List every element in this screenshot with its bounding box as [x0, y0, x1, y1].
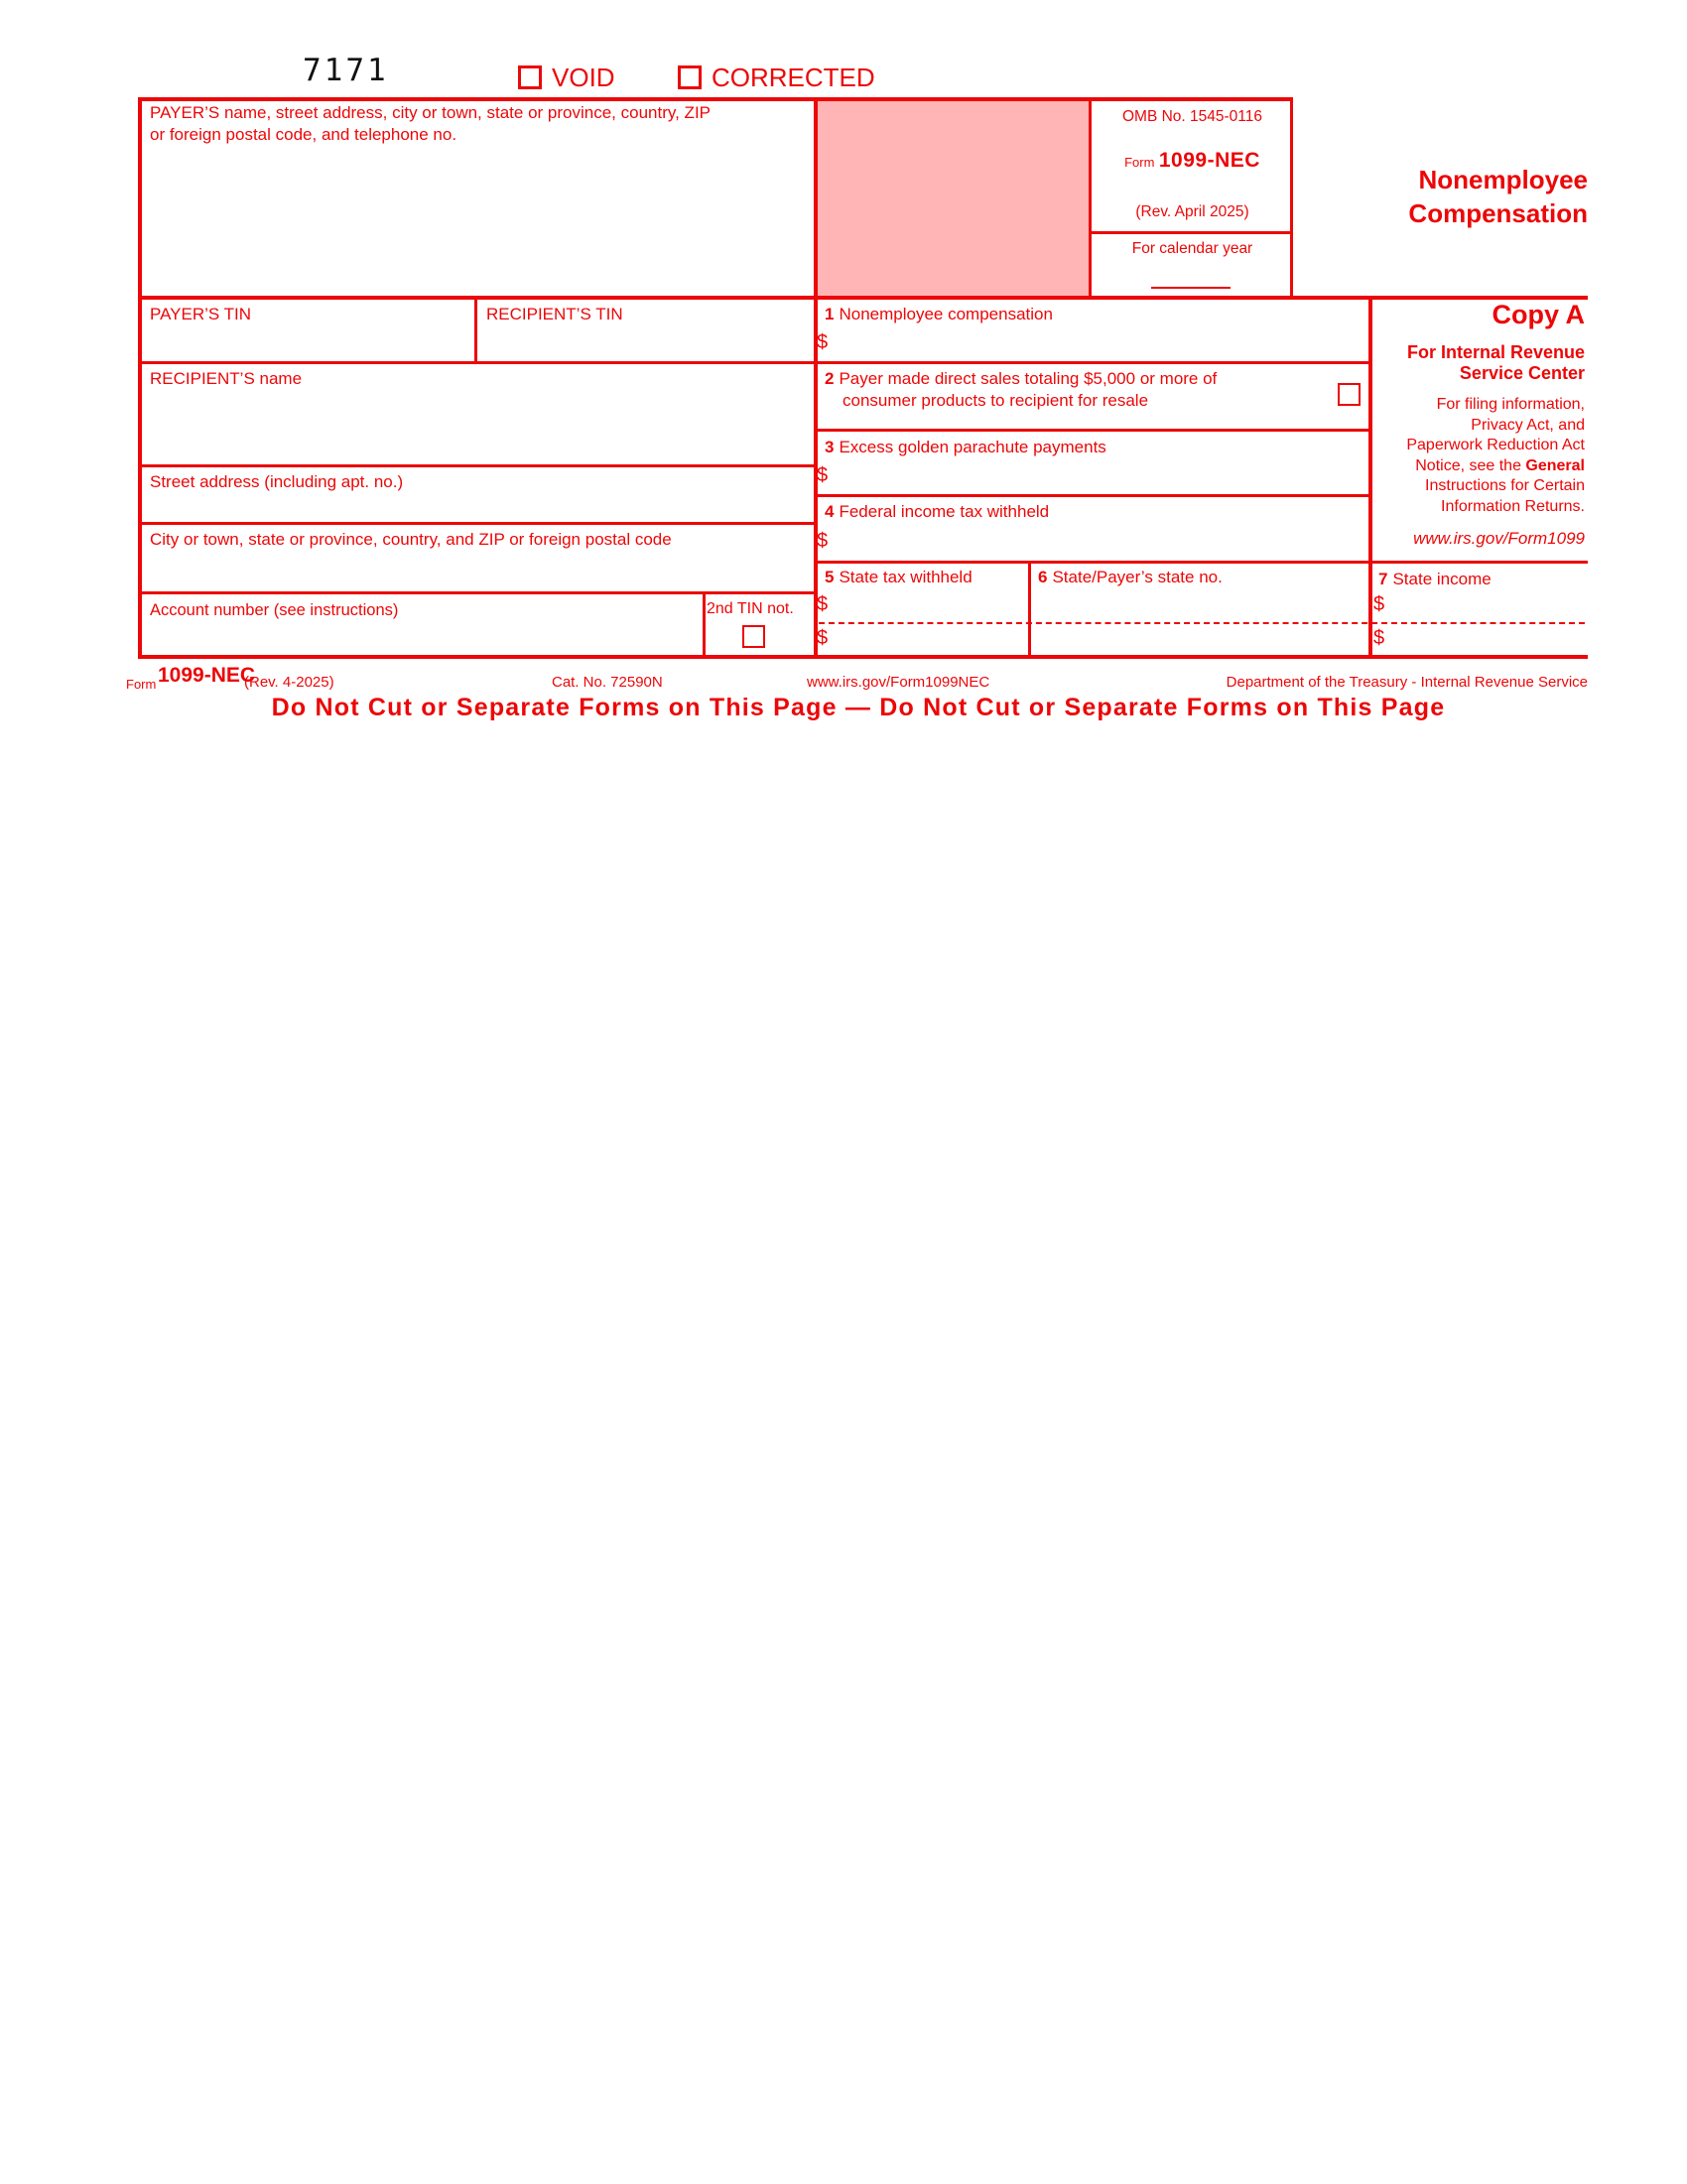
- payer-tin-label: PAYER’S TIN: [150, 305, 252, 323]
- print-code: 7171: [303, 53, 389, 88]
- copy-a-notice-line4-bold: General: [1525, 456, 1585, 474]
- box1-amount-field[interactable]: [836, 331, 1362, 359]
- divider-omb-calendar: [1092, 231, 1293, 234]
- do-not-cut-warning: Do Not Cut or Separate Forms on This Page — Do Not Cut or Separate Forms on This Page: [271, 694, 1446, 721]
- box1-dollar-sign: $: [817, 331, 829, 353]
- divider-account-2ndtin: [703, 591, 706, 659]
- payer-name-label: [150, 102, 711, 146]
- divider-tin-row: [138, 361, 1371, 364]
- divider-shade-omb: [1089, 97, 1092, 300]
- box5-amount-field-1[interactable]: [836, 593, 1022, 619]
- box6-state-field-1[interactable]: [1034, 593, 1363, 619]
- box7-number: 7: [1378, 570, 1388, 588]
- copy-a-notice-line4-regular: Notice, see the: [1415, 456, 1526, 474]
- box6-number: 6: [1038, 568, 1048, 586]
- box3-number: 3: [825, 438, 835, 456]
- calendar-year-field[interactable]: [1151, 264, 1231, 286]
- box1-number: 1: [825, 305, 835, 323]
- copy-a-notice-line4: [1373, 456, 1585, 477]
- form-title-line1: Nonemployee: [1418, 165, 1588, 194]
- payer-name-label-line1: PAYER’S name, street address, city or town, state or province, country, ZIP: [150, 103, 712, 122]
- footer-catalog-number: Cat. No. 72590N: [552, 674, 663, 691]
- account-number-field[interactable]: [144, 623, 698, 653]
- corrected-label: CORRECTED: [712, 63, 875, 92]
- city-field[interactable]: [144, 552, 809, 589]
- divider-box5-box6: [1028, 561, 1031, 659]
- box3-amount-field[interactable]: [836, 464, 1362, 492]
- box5-label: [825, 567, 973, 588]
- box7-dollar-sign-2: $: [1373, 627, 1385, 649]
- box5-amount-field-2[interactable]: [836, 627, 1022, 653]
- box5-text: State tax withheld: [839, 568, 973, 586]
- box1-text: Nonemployee compensation: [839, 305, 1053, 323]
- box3-text: Excess golden parachute payments: [839, 438, 1106, 456]
- recipient-tin-field[interactable]: [481, 327, 809, 357]
- street-address-field[interactable]: [144, 494, 809, 520]
- city-label: City or town, state or province, country, and ZIP or foreign postal code: [150, 530, 672, 549]
- box2-text-line1: Payer made direct sales totaling $5,000 or more of: [839, 369, 1218, 388]
- footer-form-word: Form: [126, 677, 157, 692]
- border-top: [138, 97, 1293, 101]
- divider-name-street: [138, 464, 817, 467]
- void-label: VOID: [552, 63, 615, 92]
- box6-text: State/Payer’s state no.: [1052, 568, 1223, 586]
- box5-dollar-sign-2: $: [817, 627, 829, 649]
- box7-text: State income: [1392, 570, 1492, 588]
- box2-checkbox[interactable]: [1338, 383, 1361, 406]
- dashed-state-rows: [819, 622, 1585, 624]
- payer-tin-field[interactable]: [144, 327, 469, 357]
- divider-box3-box4: [814, 494, 1371, 497]
- omb-number: OMB No. 1545-0116: [1121, 108, 1262, 125]
- form-word: Form: [1124, 155, 1155, 170]
- divider-payer-recipient-tin: [474, 296, 477, 364]
- box7-amount-field-2[interactable]: [1392, 627, 1583, 653]
- calendar-year-label: For calendar year: [1131, 240, 1253, 257]
- divider-boxes-copya: [1368, 296, 1372, 659]
- form-number-block: [1095, 149, 1290, 173]
- box4-text: Federal income tax withheld: [839, 502, 1050, 521]
- box2-number: 2: [825, 369, 835, 388]
- recipient-name-label: RECIPIENT’S name: [150, 369, 303, 388]
- copy-a-heading: Copy A: [1492, 300, 1585, 329]
- footer-revision: (Rev. 4-2025): [244, 674, 334, 691]
- copy-a-notice-line2: Privacy Act, and: [1471, 416, 1585, 434]
- border-left: [138, 97, 142, 659]
- second-tin-checkbox[interactable]: [742, 625, 765, 648]
- box2-label-line2: consumer products to recipient for resale: [843, 391, 1149, 410]
- calendar-year-underline: [1151, 287, 1231, 289]
- footer-department: Department of the Treasury - Internal Revenue Service: [1226, 674, 1588, 691]
- box4-number: 4: [825, 502, 835, 521]
- box5-dollar-sign-1: $: [817, 593, 829, 615]
- revision-label: (Rev. April 2025): [1135, 203, 1249, 220]
- shaded-year-box: [818, 101, 1089, 296]
- street-address-label: Street address (including apt. no.): [150, 472, 404, 491]
- box6-label: [1038, 567, 1223, 588]
- void-checkbox[interactable]: [518, 65, 542, 89]
- box1-label: [825, 304, 1053, 325]
- payer-name-label-line2: or foreign postal code, and telephone no.: [150, 125, 457, 144]
- divider-city-account: [138, 591, 817, 594]
- box2-label: [825, 368, 1217, 390]
- payer-name-field[interactable]: [144, 149, 809, 292]
- footer-url: www.irs.gov/Form1099NEC: [807, 674, 990, 691]
- corrected-checkbox[interactable]: [678, 65, 702, 89]
- box4-dollar-sign: $: [817, 530, 829, 552]
- box3-label: [825, 437, 1106, 458]
- second-tin-label: 2nd TIN not.: [707, 600, 794, 617]
- account-number-label: Account number (see instructions): [150, 601, 399, 619]
- border-omb-right: [1290, 97, 1293, 300]
- box7-amount-field-1[interactable]: [1392, 593, 1583, 619]
- box7-label: [1378, 569, 1492, 590]
- recipient-name-field[interactable]: [144, 392, 809, 461]
- box3-dollar-sign: $: [817, 464, 829, 486]
- box4-label: [825, 501, 1049, 523]
- copy-a-notice-line3: Paperwork Reduction Act: [1406, 437, 1585, 453]
- divider-box2-box3: [814, 429, 1371, 432]
- divider-left-right-columns: [814, 97, 818, 659]
- form-number: 1099-NEC: [1158, 149, 1260, 172]
- copy-a-notice-line6: Information Returns.: [1441, 497, 1585, 515]
- box6-state-field-2[interactable]: [1034, 627, 1363, 653]
- copy-a-notice-line1: For filing information,: [1436, 396, 1585, 413]
- copy-a-dest-line1: For Internal Revenue: [1406, 342, 1585, 362]
- box4-amount-field[interactable]: [836, 530, 1362, 558]
- copy-a-notice-line5: Instructions for Certain: [1425, 477, 1585, 494]
- copy-a-dest-line2: Service Center: [1459, 362, 1585, 383]
- box7-dollar-sign-1: $: [1373, 593, 1385, 615]
- form-title: [1320, 163, 1588, 230]
- copy-a-block: [1373, 301, 1585, 549]
- box5-number: 5: [825, 568, 835, 586]
- recipient-tin-label: RECIPIENT’S TIN: [486, 305, 623, 323]
- divider-box4-box5: [814, 561, 1588, 564]
- divider-street-city: [138, 522, 817, 525]
- form-title-line2: Compensation: [1408, 198, 1588, 228]
- footer-form-number: 1099-NEC: [158, 664, 256, 687]
- copy-a-url: www.irs.gov/Form1099: [1413, 529, 1585, 548]
